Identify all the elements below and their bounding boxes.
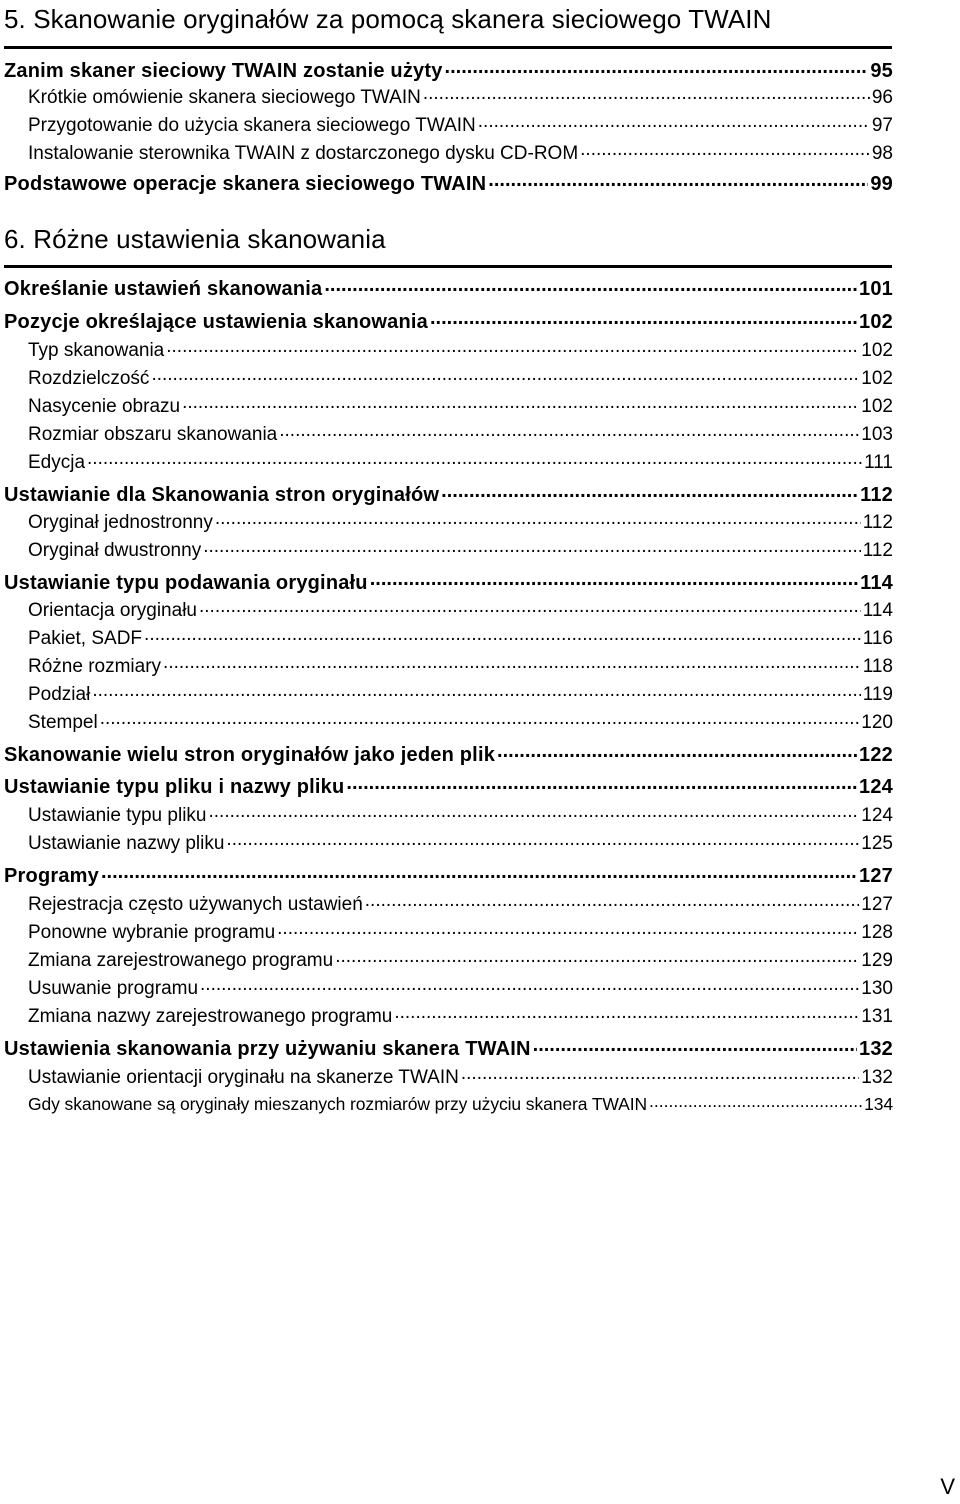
toc-entry-page: 95	[870, 60, 893, 82]
dot-leader	[208, 802, 859, 821]
dot-leader	[101, 862, 857, 882]
toc-entry-title: Ponowne wybranie programu	[28, 922, 276, 943]
dot-leader	[533, 1035, 857, 1055]
toc-entry[interactable]	[28, 625, 893, 650]
dot-leader	[277, 919, 859, 938]
toc-entry-page: 124	[859, 776, 893, 798]
dot-leader	[226, 830, 859, 849]
toc-entry-title: Ustawianie dla Skanowania stron oryginałów	[4, 484, 440, 506]
dot-leader	[166, 337, 859, 356]
dot-leader	[335, 947, 859, 966]
toc-entry-title: Instalowanie sterownika TWAIN z dostarczonego dysku CD-ROM	[28, 143, 579, 164]
toc-entry-title: Rejestracja często używanych ustawień	[28, 894, 363, 915]
dot-leader	[365, 891, 860, 910]
dot-leader	[200, 975, 859, 994]
chapter-5-heading	[4, 3, 892, 49]
dot-leader	[346, 773, 857, 793]
dot-leader	[488, 170, 868, 190]
chapter-6-heading	[4, 221, 892, 268]
dot-leader	[279, 421, 859, 440]
toc-entry-page: 132	[859, 1038, 893, 1060]
toc-entry[interactable]	[28, 653, 893, 678]
toc-entry-title: Ustawienia skanowania przy używaniu skanera TWAIN	[4, 1038, 531, 1060]
toc-entry-page: 112	[860, 484, 893, 506]
toc-entry-page: 101	[859, 278, 893, 300]
toc-entry-page: 134	[864, 1093, 893, 1114]
dot-leader	[461, 1064, 859, 1083]
toc-entry-title: Rozmiar obszaru skanowania	[28, 424, 278, 445]
toc-entry[interactable]	[4, 308, 893, 334]
dot-leader	[100, 709, 860, 728]
toc-entry[interactable]	[28, 337, 893, 362]
toc-entry-page: 114	[862, 600, 893, 621]
toc-entry-title: Stempel	[28, 712, 98, 733]
dot-leader	[182, 393, 859, 412]
toc-entry-title: Orientacja oryginału	[28, 600, 197, 621]
toc-entry[interactable]	[28, 802, 893, 827]
toc-entry[interactable]	[28, 140, 893, 165]
toc-entry-title: Rozdzielczość	[28, 368, 150, 389]
toc-entry-page: 131	[861, 1006, 893, 1027]
chapter-6-title: 6. Różne ustawienia skanowania	[4, 224, 386, 254]
toc-entry-title: Zanim skaner sieciowy TWAIN zostanie użyty	[4, 60, 443, 82]
toc-entry-page: 119	[862, 684, 893, 705]
toc-entry[interactable]	[4, 1035, 893, 1061]
dot-leader	[497, 741, 857, 761]
dot-leader	[144, 625, 861, 644]
dot-leader	[324, 275, 857, 295]
dot-leader	[92, 681, 860, 700]
toc-entry[interactable]	[4, 862, 893, 888]
toc-entry-title: Skanowanie wielu stron oryginałów jako jeden plik	[4, 744, 496, 766]
toc-entry[interactable]	[4, 481, 893, 507]
dot-leader	[478, 112, 870, 131]
toc-entry-page: 114	[860, 572, 893, 594]
toc-entry-page: 120	[861, 712, 893, 733]
toc-entry-page: 118	[862, 656, 893, 677]
toc-entry-page: 112	[862, 540, 893, 561]
toc-entry-page: 102	[861, 368, 893, 389]
toc-entry[interactable]	[4, 57, 893, 83]
toc-entry-title: Oryginał dwustronny	[28, 540, 202, 561]
dot-leader	[151, 365, 859, 384]
toc-entry-title: Przygotowanie do użycia skanera sieciowego TWAIN	[28, 115, 476, 136]
toc-entry[interactable]	[28, 919, 893, 944]
dot-leader	[163, 653, 861, 672]
toc-entry-page: 98	[871, 143, 893, 164]
toc-entry-title: Krótkie omówienie skanera sieciowego TWAIN	[28, 87, 421, 108]
dot-leader	[430, 308, 857, 328]
toc-entry-page: 122	[859, 744, 893, 766]
dot-leader	[445, 57, 869, 77]
toc-entry-title: Podział	[28, 684, 91, 705]
toc-entry[interactable]	[28, 449, 893, 474]
toc-entry[interactable]	[28, 537, 893, 562]
toc-entry[interactable]	[28, 681, 893, 706]
toc-entry-page: 97	[871, 115, 893, 136]
toc-entry-page: 103	[861, 424, 893, 445]
toc-entry-title: Ustawianie typu pliku i nazwy pliku	[4, 776, 345, 798]
toc-entry[interactable]	[4, 741, 893, 767]
toc-entry[interactable]	[28, 84, 893, 109]
toc-entry[interactable]	[28, 975, 893, 1000]
toc-entry-page: 102	[861, 340, 893, 361]
toc-entry[interactable]	[28, 421, 893, 446]
toc-entry[interactable]	[4, 275, 893, 301]
page-number: V	[940, 1474, 955, 1499]
toc-entry-title: Różne rozmiary	[28, 656, 162, 677]
toc-entry[interactable]	[28, 1092, 893, 1115]
toc-entry-title: Ustawianie typu podawania oryginału	[4, 572, 368, 594]
toc-entry[interactable]	[28, 112, 893, 137]
toc-entry-page: 127	[861, 894, 893, 915]
dot-leader	[199, 597, 861, 616]
toc-entry-title: Określanie ustawień skanowania	[4, 278, 323, 300]
toc-entry-title: Nasycenie obrazu	[28, 396, 181, 417]
toc-entry[interactable]	[28, 830, 893, 855]
toc-entry-page: 124	[861, 805, 893, 826]
toc-entry-page: 96	[871, 87, 893, 108]
toc-entry[interactable]	[28, 1003, 893, 1028]
toc-entry-page: 116	[862, 628, 893, 649]
toc-entry-page: 99	[870, 173, 893, 195]
dot-leader	[215, 509, 861, 528]
toc-entry-page: 112	[862, 512, 893, 533]
toc-entry[interactable]	[4, 773, 893, 799]
toc-entry[interactable]	[28, 597, 893, 622]
dot-leader	[370, 569, 858, 589]
toc-entry-page: 102	[859, 311, 893, 333]
toc-entry-title: Ustawianie typu pliku	[28, 805, 207, 826]
toc-entry-page: 102	[861, 396, 893, 417]
toc-entry[interactable]	[28, 393, 893, 418]
dot-leader	[423, 84, 870, 103]
toc-entry-title: Programy	[4, 865, 99, 887]
toc-entry-title: Zmiana zarejestrowanego programu	[28, 950, 334, 971]
toc-entry-title: Oryginał jednostronny	[28, 512, 213, 533]
toc-entry[interactable]	[28, 365, 893, 390]
dot-leader	[87, 449, 862, 468]
dot-leader	[649, 1092, 862, 1110]
chapter-5-title: 5. Skanowanie oryginałów za pomocą skanera sieciowego TWAIN	[4, 4, 772, 34]
toc-entry[interactable]	[28, 1064, 893, 1089]
toc-entry[interactable]	[28, 891, 893, 916]
dot-leader	[203, 537, 861, 556]
toc-entry[interactable]	[28, 947, 893, 972]
dot-leader	[441, 481, 858, 501]
toc-entry-page: 129	[861, 950, 893, 971]
toc-entry-page: 128	[861, 922, 893, 943]
toc-entry-title: Podstawowe operacje skanera sieciowego TWAIN	[4, 173, 487, 195]
toc-entry-page: 132	[861, 1067, 893, 1088]
toc-entry[interactable]	[4, 569, 893, 595]
toc-entry[interactable]	[28, 709, 893, 734]
dot-leader	[580, 140, 870, 159]
toc-entry-page: 130	[861, 978, 893, 999]
dot-leader	[394, 1003, 859, 1022]
toc-entry-title: Ustawianie nazwy pliku	[28, 833, 225, 854]
toc-entry-title: Zmiana nazwy zarejestrowanego programu	[28, 1006, 393, 1027]
toc-entry[interactable]	[4, 170, 893, 196]
toc-entry-title: Edycja	[28, 452, 86, 473]
toc-entry-title: Typ skanowania	[28, 340, 165, 361]
toc-entry[interactable]	[28, 509, 893, 534]
toc-entry-title: Pozycje określające ustawienia skanowania	[4, 311, 428, 333]
toc-entry-page: 127	[859, 865, 893, 887]
toc-entry-title: Gdy skanowane są oryginały mieszanych rozmiarów przy użyciu skanera TWAIN	[28, 1093, 648, 1114]
toc-entry-title: Pakiet, SADF	[28, 628, 143, 649]
toc-entry-title: Usuwanie programu	[28, 978, 199, 999]
toc-entry-page: 125	[861, 833, 893, 854]
toc-entry-title: Ustawianie orientacji oryginału na skanerze TWAIN	[28, 1067, 459, 1088]
toc-entry-page: 111	[864, 452, 893, 473]
